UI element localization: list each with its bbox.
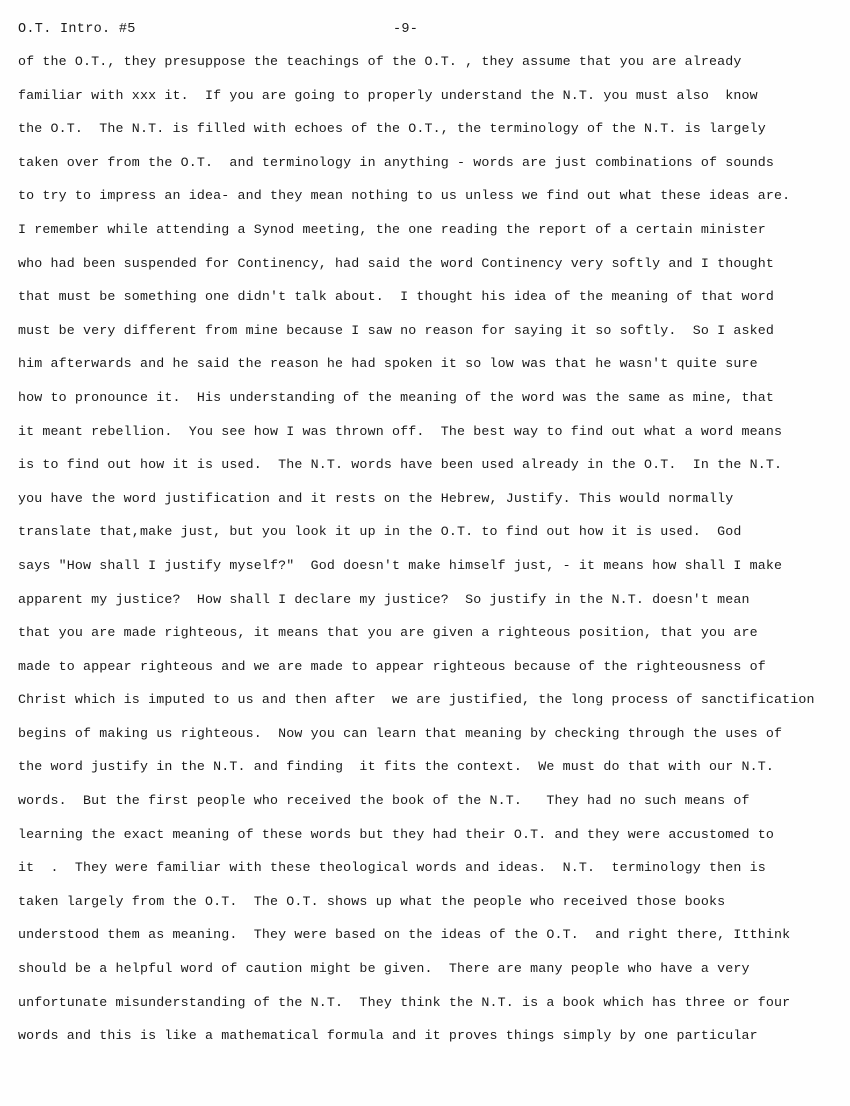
text-line: to try to impress an idea- and they mean nothing to us unless we find out what these ideas are. [18,188,791,204]
text-line: made to appear righteous and we are made to appear righteous because of the righteousness of [18,658,766,674]
text-line: translate that,make just, but you look it up in the O.T. to find out how it is used. God [18,524,742,540]
text-line: words and this is like a mathematical formula and it proves things simply by one particular [18,1028,758,1044]
text-line: it meant rebellion. You see how I was thrown off. The best way to find out what a word means [18,423,783,439]
text-line: apparent my justice? How shall I declare my justice? So justify in the N.T. doesn't mean [18,591,750,607]
text-line: I remember while attending a Synod meeting, the one reading the report of a certain minister [18,221,766,237]
text-line: him afterwards and he said the reason he had spoken it so low was that he wasn't quite sure [18,356,758,372]
text-line: must be very different from mine because I saw no reason for saying it so softly. So I asked [18,322,775,338]
text-line: taken largely from the O.T. The O.T. shows up what the people who received those books [18,893,726,909]
text-line: begins of making us righteous. Now you can learn that meaning by checking through the uses of [18,725,783,741]
text-line: says "How shall I justify myself?" God doesn't make himself just, - it means how shall I make [18,557,783,573]
document-title: O.T. Intro. #5 [18,22,136,37]
text-line: understood them as meaning. They were based on the ideas of the O.T. and right there, Itthink [18,927,791,943]
text-line: familiar with xxx it. If you are going to properly understand the N.T. you must also know [18,87,758,103]
text-line: you have the word justification and it rests on the Hebrew, Justify. This would normally [18,490,734,506]
text-line: of the O.T., they presuppose the teachings of the O.T. , they assume that you are already [18,54,742,69]
text-line: how to pronounce it. His understanding of the meaning of the word was the same as mine, that [18,389,775,405]
page-header [18,22,818,40]
page-number: -9- [393,22,419,37]
body-text [18,51,840,1059]
text-line: taken over from the O.T. and terminology in anything - words are just combinations of sounds [18,154,775,170]
text-line: unfortunate misunderstanding of the N.T. They think the N.T. is a book which has three or four [18,994,791,1010]
text-line: is to find out how it is used. The N.T. words have been used already in the O.T. In the N.T. [18,457,783,473]
text-line: it . They were familiar with these theological words and ideas. N.T. terminology then is [18,860,766,876]
text-line: that you are made righteous, it means that you are given a righteous position, that you are [18,625,758,641]
text-line: the O.T. The N.T. is filled with echoes of the O.T., the terminology of the N.T. is largely [18,121,766,137]
text-line: Christ which is imputed to us and then after we are justified, the long process of sanctification [18,692,815,708]
text-line: who had been suspended for Continency, had said the word Continency very softly and I thought [18,255,775,271]
text-line: learning the exact meaning of these words but they had their O.T. and they were accustomed to [18,826,775,842]
text-line: should be a helpful word of caution might be given. There are many people who have a very [18,961,750,977]
text-line: that must be something one didn't talk about. I thought his idea of the meaning of that word [18,289,775,305]
text-line: the word justify in the N.T. and finding it fits the context. We must do that with our N.T. [18,759,775,775]
text-line: words. But the first people who received the book of the N.T. They had no such means of [18,793,750,809]
